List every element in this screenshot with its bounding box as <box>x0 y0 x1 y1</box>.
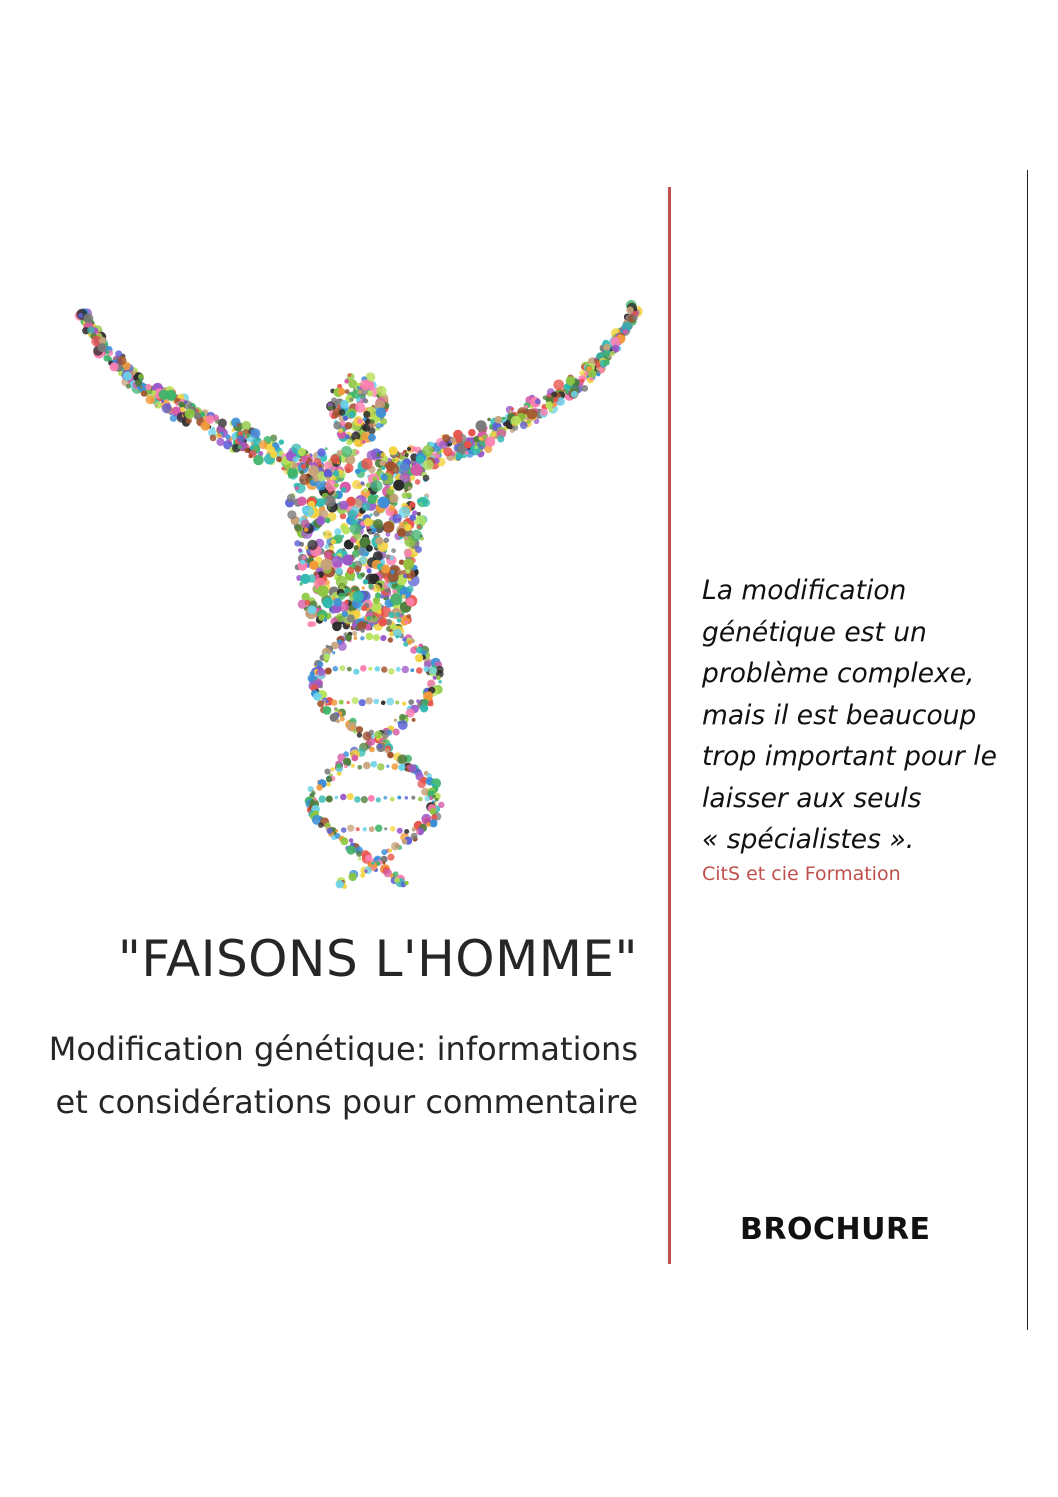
document-type-label: BROCHURE <box>740 1212 931 1247</box>
page-title: "FAISONS L'HOMME" <box>117 930 638 988</box>
quote-line: problème complexe, <box>702 658 975 689</box>
quote-line: génétique est un <box>702 616 927 648</box>
quote-line: « spécialistes ». <box>702 824 915 855</box>
pull-quote <box>702 570 1022 885</box>
quote-text <box>702 570 1022 861</box>
dna-figure-svg <box>70 298 650 898</box>
vertical-divider <box>668 187 671 1264</box>
subtitle-line: Modification génétique: informations <box>48 1030 638 1068</box>
quote-source: CitS et cie Formation <box>702 862 901 885</box>
quote-line: mais il est beaucoup <box>702 699 977 731</box>
quote-line: La modification <box>702 575 907 606</box>
quote-line: trop important pour le <box>702 741 997 772</box>
quote-line: laisser aux seuls <box>702 782 922 814</box>
subtitle-line: et considérations pour commentaire <box>55 1083 638 1121</box>
page-subtitle <box>18 1023 638 1129</box>
dna-human-figure-icon <box>70 298 650 898</box>
right-margin-rule <box>1027 170 1028 1330</box>
